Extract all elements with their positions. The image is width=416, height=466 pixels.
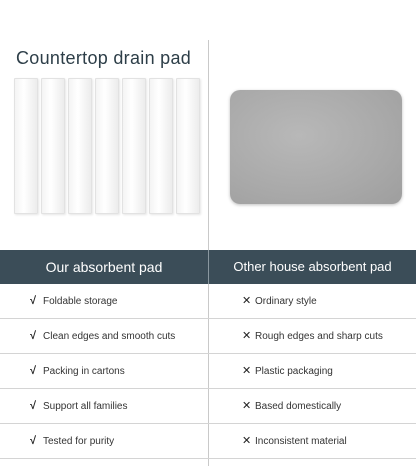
check-icon: √ <box>30 400 37 412</box>
drain-pad-slat <box>68 78 92 214</box>
others-feature: Ordinary style <box>255 296 317 307</box>
drain-pad-slat <box>176 78 200 214</box>
ours-feature: Support all families <box>43 401 128 412</box>
ours-feature: Foldable storage <box>43 296 118 307</box>
comparison-table <box>0 284 416 459</box>
cross-icon: ✕ <box>242 295 252 307</box>
cross-icon: ✕ <box>242 330 252 342</box>
table-row <box>0 389 416 424</box>
ours-feature: Packing in cartons <box>43 366 125 377</box>
comparison-header <box>0 250 416 284</box>
ours-feature: Clean edges and smooth cuts <box>43 331 176 342</box>
others-feature: Based domestically <box>255 401 342 412</box>
product-title: Countertop drain pad <box>16 48 192 68</box>
drain-pad-slat <box>122 78 146 214</box>
others-feature: Plastic packaging <box>255 366 333 377</box>
table-row <box>0 424 416 459</box>
others-feature: Inconsistent material <box>255 436 347 447</box>
absorbent-mat-image <box>230 90 402 204</box>
check-icon: √ <box>30 295 37 307</box>
others-feature: Rough edges and sharp cuts <box>255 331 383 342</box>
drain-pad-slat <box>95 78 119 214</box>
header-ours: Our absorbent pad <box>45 259 163 275</box>
cross-icon: ✕ <box>242 365 252 377</box>
table-row <box>0 284 416 319</box>
drain-pad-image <box>14 78 202 214</box>
table-row <box>0 354 416 389</box>
header-others: Other house absorbent pad <box>233 259 392 274</box>
ours-feature: Tested for purity <box>43 436 115 447</box>
check-icon: √ <box>30 365 37 377</box>
check-icon: √ <box>30 435 37 447</box>
cross-icon: ✕ <box>242 435 252 447</box>
table-row <box>0 319 416 354</box>
drain-pad-slat <box>41 78 65 214</box>
cross-icon: ✕ <box>242 400 252 412</box>
check-icon: √ <box>30 330 37 342</box>
drain-pad-slat <box>149 78 173 214</box>
drain-pad-slat <box>14 78 38 214</box>
